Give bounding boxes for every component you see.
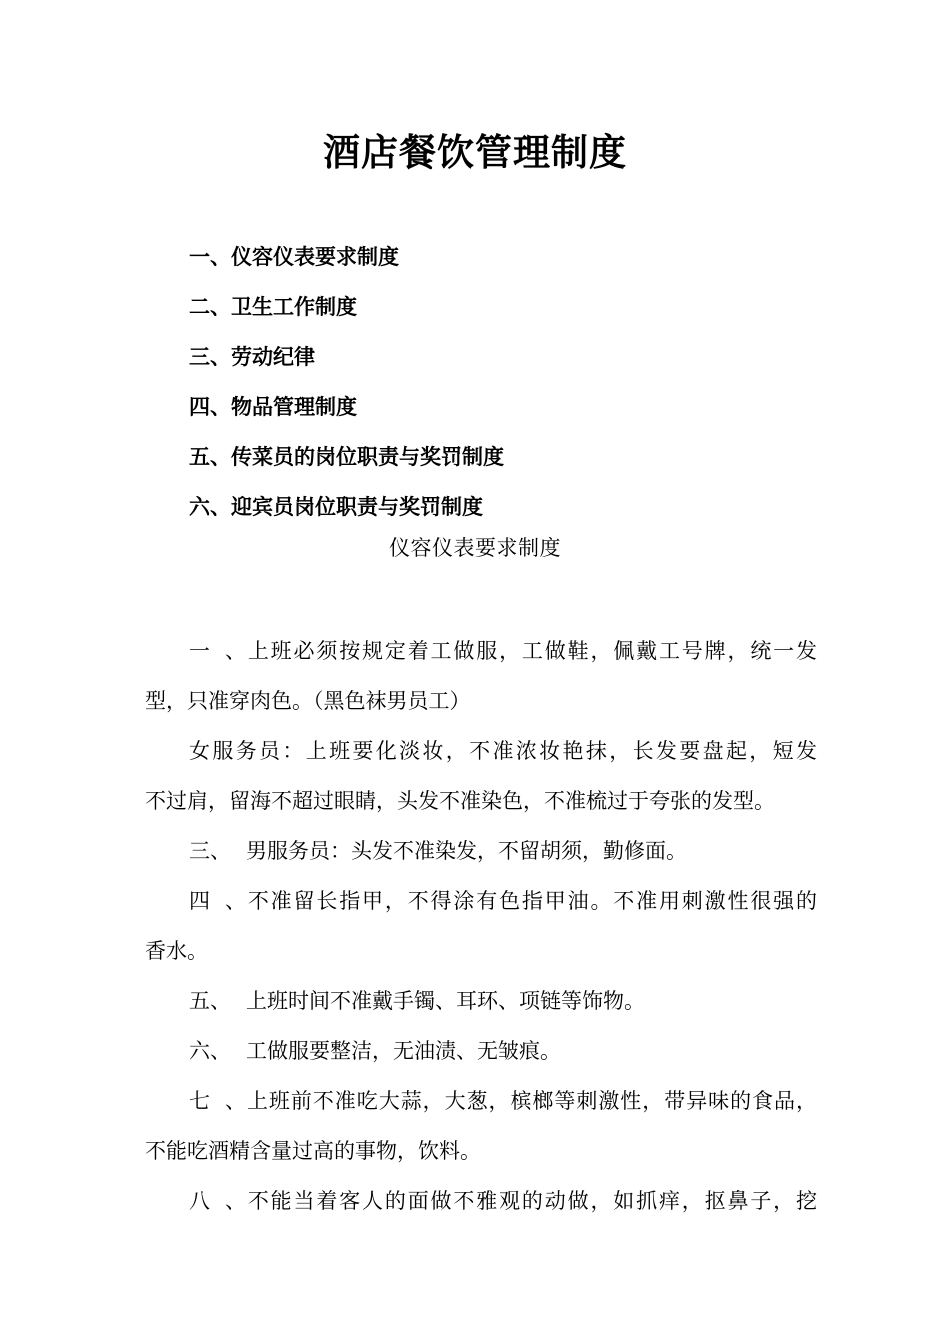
section-body <box>145 626 817 1226</box>
paragraph-number: 一、 <box>189 639 246 663</box>
paragraph-1-line-2: 型，只准穿肉色。（黑色袜男员工） <box>145 689 471 713</box>
paragraph-number: 五、 <box>189 989 231 1013</box>
paragraph-number: 四、 <box>189 889 246 913</box>
paragraph-text: 上班时间不准戴手镯、耳环、项链等饰物。 <box>246 989 645 1013</box>
paragraph-text: 不能当着客人的面做不雅观的动做，如抓痒，抠鼻子，挖 <box>246 1189 817 1213</box>
paragraph-5-line-1 <box>145 976 817 1026</box>
paragraph-text: 上班前不准吃大蒜，大葱，槟榔等刺激性，带异味的食品， <box>246 1089 817 1113</box>
paragraph-4-line-1 <box>145 876 817 926</box>
paragraph-1-line-1 <box>145 626 817 676</box>
document-title: 酒店餐饮管理制度 <box>323 130 627 174</box>
paragraph-2-line-2: 不过肩，留海不超过眼睛，头发不准染色，不准梳过于夸张的发型。 <box>145 789 775 813</box>
paragraph-3-line-1 <box>145 826 817 876</box>
paragraph-4-line-2: 香水。 <box>145 939 208 963</box>
paragraph-text: 上班必须按规定着工做服，工做鞋，佩戴工号牌，统一发 <box>246 639 817 663</box>
table-of-contents <box>189 232 809 532</box>
toc-item: 六、迎宾员岗位职责与奖罚制度 <box>189 494 483 519</box>
paragraph-8-line-1 <box>145 1176 817 1226</box>
section-title: 仪容仪表要求制度 <box>389 536 561 560</box>
paragraph-number: 六、 <box>189 1039 231 1063</box>
paragraph-number: 七、 <box>189 1089 246 1113</box>
toc-item: 四、物品管理制度 <box>189 394 357 419</box>
toc-item: 二、卫生工作制度 <box>189 294 357 319</box>
paragraph-7-line-2: 不能吃酒精含量过高的事物，饮料。 <box>145 1139 481 1163</box>
toc-item: 一、仪容仪表要求制度 <box>189 244 399 269</box>
paragraph-6-line-1 <box>145 1026 817 1076</box>
paragraph-7-line-1 <box>145 1076 817 1126</box>
paragraph-text: 男服务员：头发不准染发，不留胡须，勤修面。 <box>246 839 687 863</box>
paragraph-2-line-1: 女服务员：上班要化淡妆，不准浓妆艳抹，长发要盘起，短发 <box>189 739 817 763</box>
toc-item: 五、传菜员的岗位职责与奖罚制度 <box>189 444 504 469</box>
paragraph-text: 不准留长指甲，不得涂有色指甲油。不准用刺激性很强的 <box>246 889 817 913</box>
paragraph-number: 三、 <box>189 839 231 863</box>
toc-item: 三、劳动纪律 <box>189 344 315 369</box>
paragraph-number: 八、 <box>189 1189 246 1213</box>
paragraph-text: 工做服要整洁，无油渍、无皱痕。 <box>246 1039 561 1063</box>
